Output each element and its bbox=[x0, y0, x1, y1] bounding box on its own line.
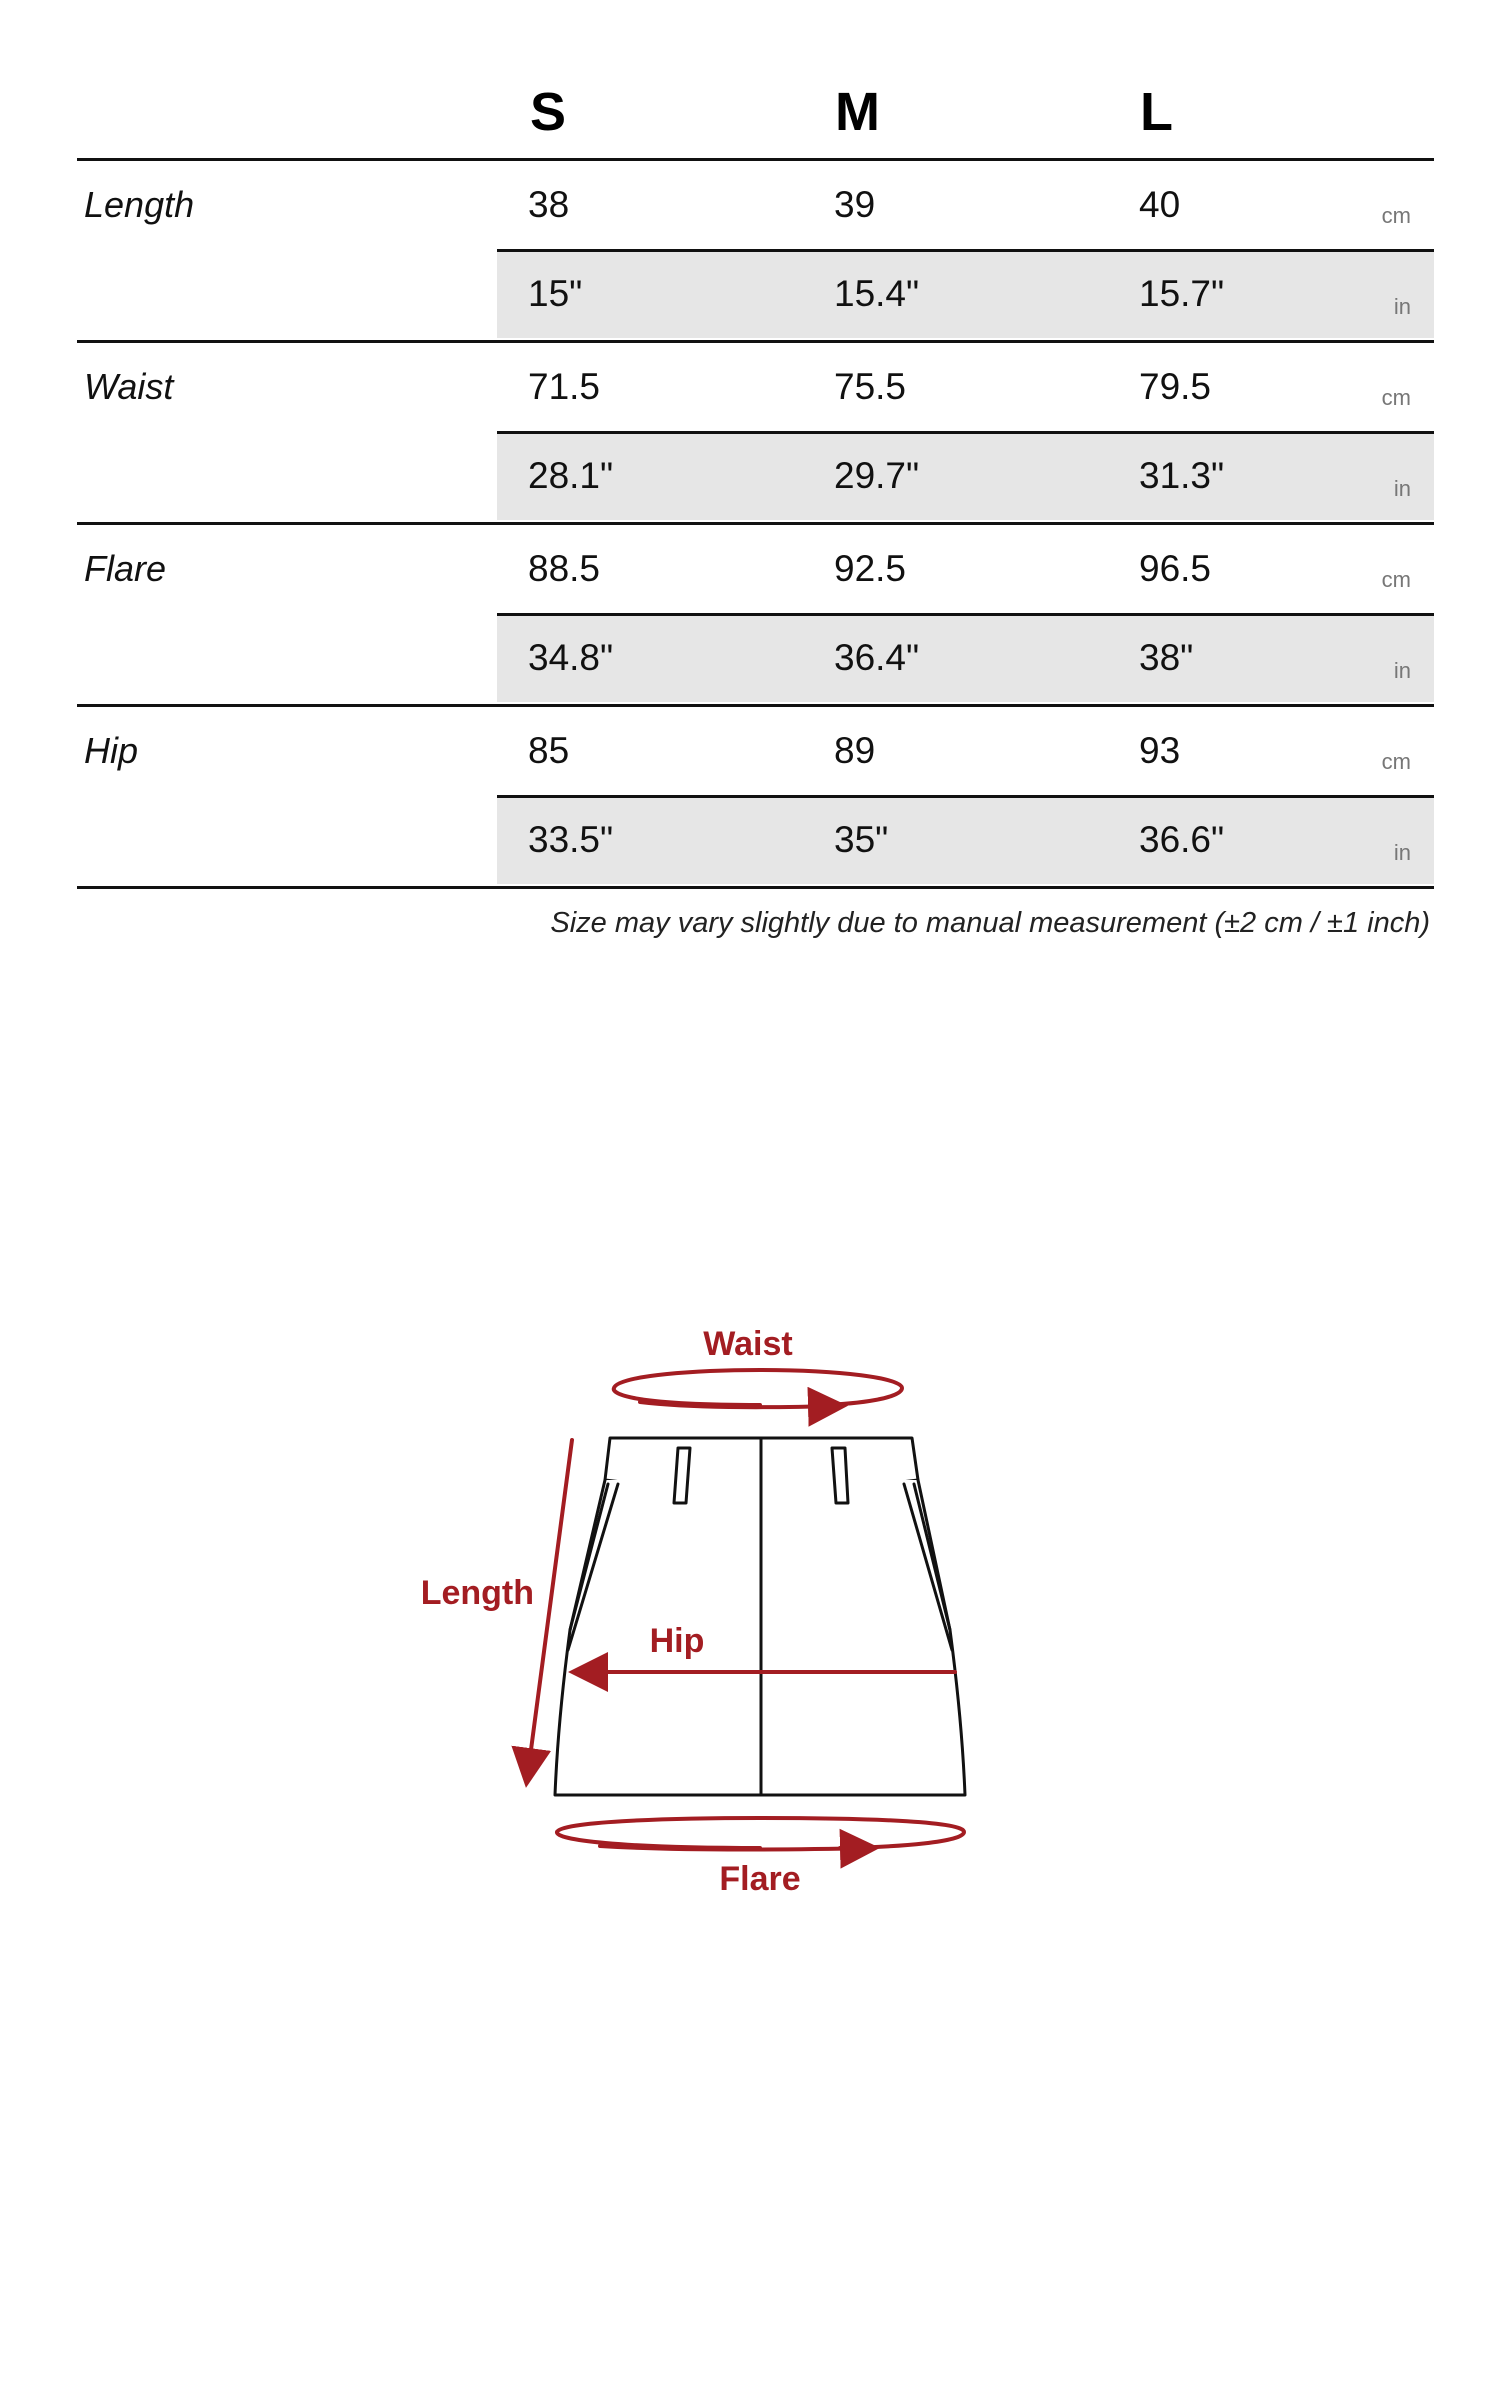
hip-label: Hip bbox=[649, 1622, 705, 1660]
table-cell: 92.5 bbox=[834, 548, 907, 589]
measurement-note: Size may vary slightly due to manual measurement (±2 cm / ±1 inch) bbox=[550, 907, 1430, 939]
table-cell: 33.5" bbox=[528, 819, 614, 860]
size-header-l: L bbox=[1140, 82, 1173, 142]
waist-arrow bbox=[614, 1370, 902, 1407]
flare-arrow bbox=[557, 1818, 964, 1850]
table-divider bbox=[77, 704, 1434, 707]
row-shade bbox=[497, 615, 1434, 702]
table-cell: 31.3" bbox=[1139, 455, 1225, 496]
table-cell: 75.5 bbox=[834, 366, 907, 407]
unit-label: cm bbox=[1381, 567, 1411, 592]
table-subdivider bbox=[497, 613, 1434, 616]
unit-label: cm bbox=[1381, 203, 1411, 228]
skirt-measurement-diagram bbox=[0, 1270, 1500, 1930]
row-label-flare: Flare bbox=[84, 548, 167, 589]
table-cell: 38" bbox=[1139, 637, 1194, 678]
row-label-waist: Waist bbox=[84, 366, 174, 407]
table-cell: 93 bbox=[1139, 730, 1181, 771]
table-cell: 96.5 bbox=[1139, 548, 1212, 589]
table-divider bbox=[77, 158, 1434, 161]
table-cell: 29.7" bbox=[834, 455, 920, 496]
row-label-hip: Hip bbox=[84, 730, 139, 771]
table-divider bbox=[77, 340, 1434, 343]
table-cell: 35" bbox=[834, 819, 889, 860]
unit-label: cm bbox=[1381, 749, 1411, 774]
unit-label: in bbox=[1393, 294, 1411, 319]
table-cell: 36.4" bbox=[834, 637, 920, 678]
size-header-s: S bbox=[530, 82, 567, 142]
table-cell: 40 bbox=[1139, 184, 1181, 225]
table-subdivider bbox=[497, 795, 1434, 798]
skirt-outline bbox=[555, 1438, 965, 1795]
row-label-length: Length bbox=[84, 184, 195, 225]
table-cell: 15" bbox=[528, 273, 583, 314]
unit-label: cm bbox=[1381, 385, 1411, 410]
table-cell: 85 bbox=[528, 730, 570, 771]
table-divider bbox=[77, 522, 1434, 525]
size-header-m: M bbox=[835, 82, 880, 142]
table-cell: 15.7" bbox=[1139, 273, 1225, 314]
table-cell: 15.4" bbox=[834, 273, 920, 314]
row-shade bbox=[497, 251, 1434, 338]
table-cell: 28.1" bbox=[528, 455, 614, 496]
table-cell: 71.5 bbox=[528, 366, 601, 407]
table-cell: 34.8" bbox=[528, 637, 614, 678]
table-divider bbox=[77, 886, 1434, 889]
size-chart-table bbox=[0, 0, 1500, 960]
table-cell: 39 bbox=[834, 184, 876, 225]
unit-label: in bbox=[1393, 658, 1411, 683]
skirt-diagram-svg bbox=[0, 1270, 1500, 1930]
unit-label: in bbox=[1393, 840, 1411, 865]
table-cell: 88.5 bbox=[528, 548, 601, 589]
table-cell: 36.6" bbox=[1139, 819, 1225, 860]
waist-label: Waist bbox=[703, 1325, 793, 1363]
flare-label: Flare bbox=[719, 1860, 801, 1898]
row-shade bbox=[497, 433, 1434, 520]
table-cell: 89 bbox=[834, 730, 876, 771]
table-subdivider bbox=[497, 431, 1434, 434]
length-label: Length bbox=[420, 1574, 534, 1612]
table-cell: 38 bbox=[528, 184, 570, 225]
table-subdivider bbox=[497, 249, 1434, 252]
unit-label: in bbox=[1393, 476, 1411, 501]
row-shade bbox=[497, 797, 1434, 884]
table-cell: 79.5 bbox=[1139, 366, 1212, 407]
